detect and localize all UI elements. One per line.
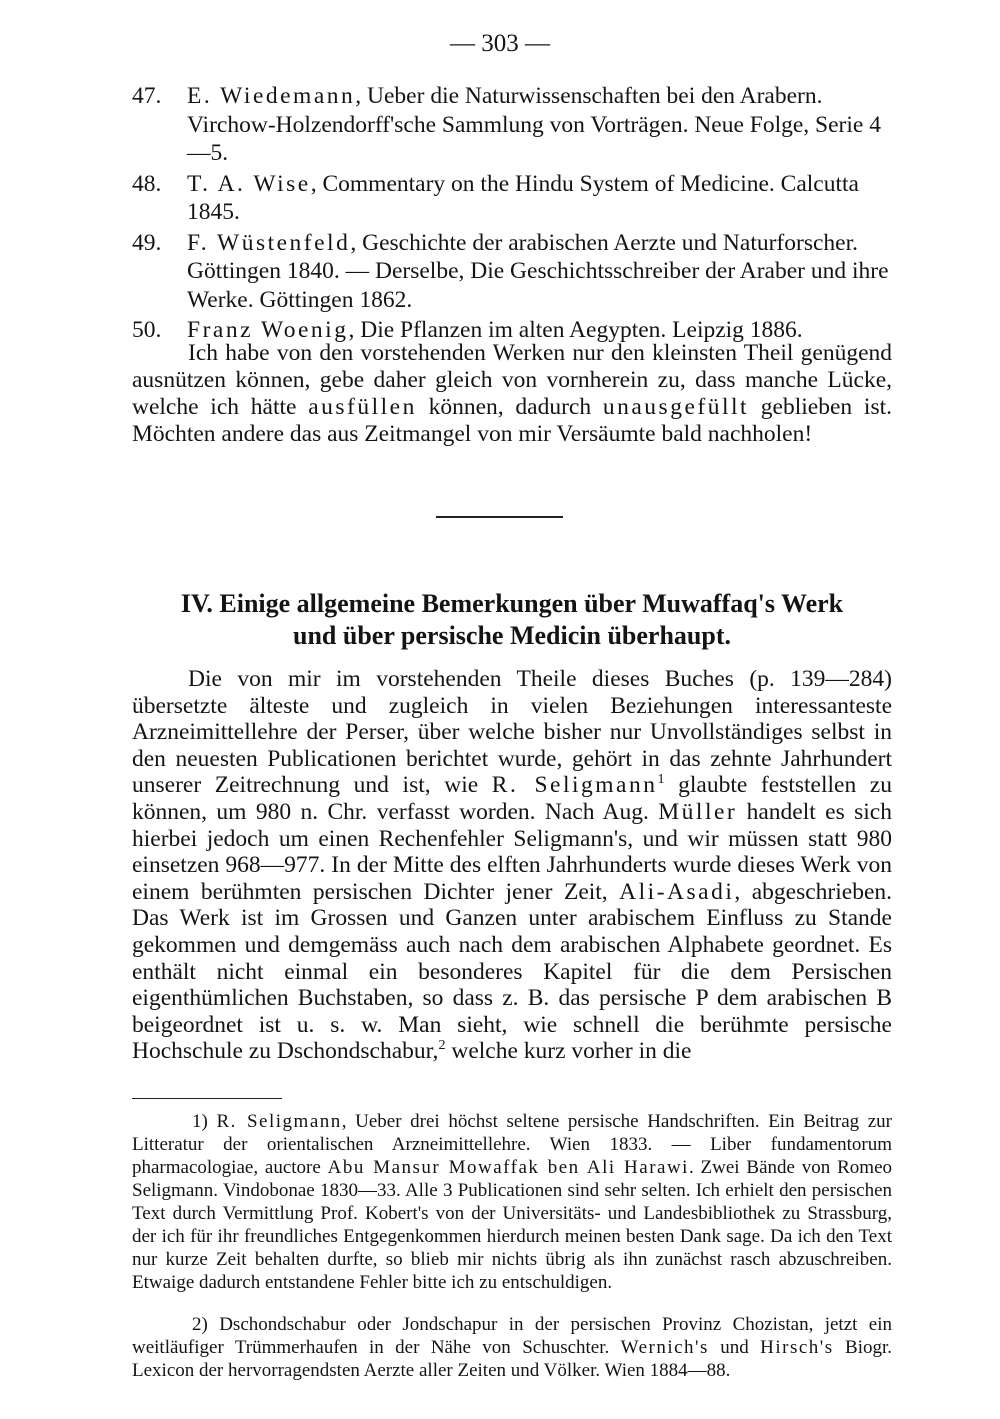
- footnote-marker: 2: [438, 1037, 446, 1054]
- body-paragraph: [132, 666, 892, 1065]
- body-text-run: Die von mir im vorstehenden Theile dieses Buches (p. 139—284) übersetzte älteste und zugleich in vielen Beziehungen interessanteste Arzneimittellehre der Perser, über welche bisher nur Unvollständiges selbst in den neuesten Publicationen berichtet wurde, gehört in das zehnte Jahrhundert unserer Zeitrechnung und ist, wie: [132, 666, 892, 799]
- body-text: [132, 666, 892, 1065]
- author-note: [132, 340, 892, 448]
- reference-text: , Ueber die Naturwissenschaften bei den Arabern. Virchow-Holzendorff'sche Sammlung von Vorträgen. Neue Folge, Serie 4—5.: [187, 83, 881, 166]
- reference-author: E. Wiedemann: [187, 83, 356, 109]
- reference-number: 50.: [132, 317, 162, 343]
- body-text-run: , abgeschrieben. Das Werk ist im Grossen und Ganzen unter arabischem Einfluss zu Stande gekommen und demgemäss auch nach dem arabischen Alphabete geordnet. Es enthält nicht einmal ein besonderes Kapitel für die dem Persischen eigenthümlichen Buchstaben, so dass z. B. das persische P dem arabischen B beigeordnet ist u. s. w. Man sieht, wie schnell die berühmte persische Hochschule zu Dschondschabur,: [132, 878, 892, 1065]
- reference-text: , Die Pflanzen im alten Aegypten. Leipzig 1886.: [348, 317, 803, 343]
- footnote-text: und: [708, 1337, 761, 1358]
- note-text: können, dadurch: [416, 394, 603, 420]
- note-text: geblieben ist. Möchten andere das aus Zeitmangel von mir Versäumte bald nachholen!: [132, 394, 892, 447]
- footnote-text: , Ueber drei höchst seltene persische Handschriften. Ein Beitrag zur Litteratur der orientalischen Arzneimittellehre. Wien 1833. — Liber fundamentorum pharmacologiae, auctore: [132, 1111, 893, 1178]
- section-heading: [132, 588, 892, 652]
- body-emphasis: R. Seligmann: [491, 772, 658, 799]
- footnote-marker: 1: [657, 771, 665, 788]
- reference-item: [132, 229, 892, 315]
- footnotes: [132, 1110, 892, 1386]
- section-heading-line: IV. Einige allgemeine Bemerkungen über Muwaffaq's Werk: [180, 589, 844, 618]
- reference-author: Franz Woenig: [187, 317, 349, 343]
- reference-list: [132, 82, 892, 347]
- section-heading-line: und über persische Medicin überhaupt.: [293, 621, 731, 650]
- reference-number: 48.: [132, 170, 162, 197]
- note-emphasis: ausfüllen: [308, 394, 417, 420]
- footnote-emphasis: Wernich's: [620, 1337, 709, 1358]
- note-emphasis: unausgefüllt: [602, 394, 750, 420]
- reference-number: 49.: [132, 229, 162, 256]
- footnote-rule: [132, 1098, 282, 1099]
- reference-author: T. A. Wise: [187, 170, 311, 197]
- footnote: [132, 1110, 892, 1294]
- reference-number: 47.: [132, 83, 162, 109]
- body-text-run: glaubte feststellen zu können, um 980 n. Chr. verfasst worden. Nach Aug.: [132, 772, 892, 825]
- footnote-emphasis: Hirsch's: [760, 1337, 834, 1358]
- reference-item: [132, 170, 892, 227]
- body-emphasis: Müller: [658, 798, 738, 825]
- footnote: [132, 1313, 892, 1382]
- body-text-run: handelt es sich hierbei jedoch um einen Rechenfehler Seligmann's, und wir müssen statt 980 einsetzen 968—977. In der Mitte des elften Jahrhunderts wurde dieses Werk von einem berühmten persischen Dichter jener Zeit,: [132, 798, 892, 905]
- body-emphasis: Ali-Asadi: [619, 878, 735, 905]
- section-divider: [436, 516, 563, 518]
- body-text-run: welche kurz vorher in die: [445, 1038, 692, 1065]
- footnote-emphasis: R. Seligmann: [216, 1111, 342, 1132]
- reference-text: , Geschichte der arabischen Aerzte und Naturforscher. Göttingen 1840. — Derselbe, Die Geschichtsschreiber der Araber und ihre Werke. Göttingen 1862.: [187, 229, 889, 313]
- footnote-text: Biogr. Lexicon der hervorragendsten Aerzte aller Zeiten und Völker. Wien 1884—88.: [132, 1337, 892, 1381]
- footnote-text: . Zwei Bände von Romeo Seligmann. Vindobonae 1830—33. Alle 3 Publicationen sind sehr selten. Ich erhielt den persischen Text durch Vermittlung Prof. Kobert's von der Universitäts- und Landesbibliothek zu Strassburg, der ich für ihr freundliches Entgegenkommen hierdurch meinen besten Dank sage. Da ich den Text nur kurze Zeit behalten durfte, so blieb mir nichts übrig als ihn zunächst rasch abzuschreiben. Etwaige dadurch entstandene Fehler bitte ich zu entschuldigen.: [132, 1157, 893, 1293]
- page-number: — 303 —: [450, 30, 550, 57]
- note-text: Ich habe von den vorstehenden Werken nur den kleinsten Theil genügend ausnützen können, gebe daher gleich von vornherein zu, dass manche Lücke, welche ich hätte: [132, 340, 892, 420]
- footnote-text: 2) Dschondschabur oder Jondschapur in der persischen Provinz Chozistan, jetzt ein weitläufiger Trümmerhaufen in der Nähe von Schuschter.: [132, 1314, 892, 1358]
- reference-author: F. Wüstenfeld: [187, 229, 351, 256]
- footnote-emphasis: Abu Mansur Mowaffak ben Ali Harawi: [327, 1157, 689, 1178]
- reference-text: , Commentary on the Hindu System of Medicine. Calcutta 1845.: [187, 170, 859, 225]
- author-note-paragraph: [132, 340, 892, 448]
- footnote-text: 1): [192, 1111, 217, 1132]
- reference-item: [132, 82, 892, 168]
